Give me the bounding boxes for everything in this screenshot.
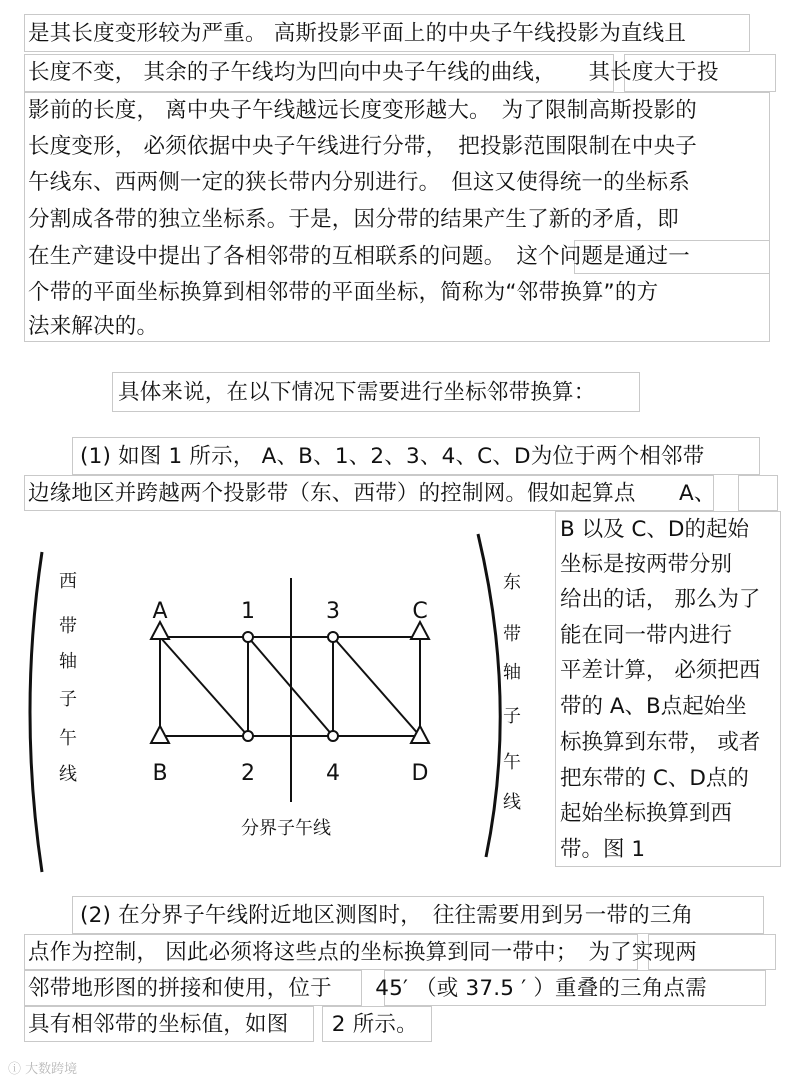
para1-line-5: 午线东、西两侧一定的狭长带内分别进行。 但这又使得统一的坐标系 [28,170,690,195]
point-label-4: 4 [326,761,340,786]
case1-side-line-6: 带的 A、B点起始坐 [560,694,747,719]
east-meridian-curve [478,534,500,857]
point-label-C: C [412,599,428,624]
case1-line-2: 边缘地区并跨越两个投影带（东、西带）的控制网。假如起算点 A、 [28,481,716,506]
watermark [8,1058,77,1077]
point-C-triangle [411,622,429,639]
case2-line-4: 具有相邻带的坐标值，如图 2 所示。 [28,1012,418,1037]
west-label-char: 带 [59,616,77,637]
case1-side-line-2: 坐标是按两带分别 [560,552,733,577]
para1-line-6: 分割成各带的独立坐标系。于是，因分带的结果产生了新的矛盾，即 [28,207,680,232]
point-2-circle [243,731,253,741]
east-label-char: 线 [503,792,521,813]
case1-side-line-3: 给出的话， 那么为了 [560,587,761,612]
case2-line-3: 邻带地形图的拼接和使用，位于 45′ （或 37.5 ′ ）重叠的三角点需 [28,976,707,1001]
west-meridian-curve [30,552,42,872]
point-label-3: 3 [326,599,340,624]
case1-side-line-10: 带。图 1 [560,837,646,862]
west-label-char: 子 [59,689,77,710]
west-label-char: 轴 [59,651,77,672]
case2-line-2: 点作为控制， 因此必须将这些点的坐标换算到同一带中； 为了实现两 [28,940,697,965]
point-label-1: 1 [241,599,255,624]
west-label-char: 西 [59,571,77,592]
point-label-D: D [411,761,429,786]
point-B-triangle [151,726,169,743]
point-label-B: B [152,761,168,786]
para1-line-9: 法来解决的。 [28,314,159,339]
para1-line-7: 在生产建设中提出了各相邻带的互相联系的问题。 这个问题是通过一 [28,244,690,269]
east-label-char: 子 [503,706,521,727]
case1-side-line-1: B 以及 C、D的起始 [560,517,749,542]
case1-side-line-7: 标换算到东带， 或者 [560,730,761,755]
boundary-meridian-label: 分界子午线 [241,818,331,839]
watermark-logo-icon: ⓘ [8,1062,26,1077]
case1-side-line-9: 起始坐标换算到西 [560,801,733,826]
case1-side-line-4: 能在同一带内进行 [560,623,733,648]
case2-line-1: (2) 在分界子午线附近地区测图时， 往往需要用到另一带的三角 [80,903,694,928]
para1-line-1: 是其长度变形较为严重。 高斯投影平面上的中央子午线投影为直线且 [28,21,687,46]
case1-side-line-5: 平差计算， 必须把西 [560,658,761,683]
case1-line-1: (1) 如图 1 所示， A、B、1、2、3、4、C、D为位于两个相邻带 [80,444,705,469]
east-label-char: 东 [503,572,521,593]
case1-side-line-8: 把东带的 C、D点的 [560,766,749,791]
point-1-circle [243,632,253,642]
figure-1-control-network [20,512,555,892]
east-label-char: 带 [503,624,521,645]
point-label-A: A [152,599,168,624]
west-label-char: 午 [59,728,77,749]
point-A-triangle [151,622,169,639]
west-label-char: 线 [59,764,77,785]
para1-line-8: 个带的平面坐标换算到相邻带的平面坐标，简称为“邻带换算”的方 [28,280,659,305]
point-3-circle [328,632,338,642]
para1-line-4: 长度变形， 必须依据中央子午线进行分带， 把投影范围限制在中央子 [28,134,697,159]
point-label-2: 2 [241,761,255,786]
watermark-text: 大数跨境 [25,1062,78,1077]
point-4-circle [328,731,338,741]
text-box [738,475,778,511]
section-heading: 具体来说，在以下情况下需要进行坐标邻带换算： [118,380,596,405]
para1-line-3: 影前的长度， 离中央子午线越远长度变形越大。 为了限制高斯投影的 [28,98,697,123]
para1-line-2: 长度不变， 其余的子午线均为凹向中央子午线的曲线， 其长度大于投 [28,60,719,85]
east-label-char: 轴 [503,662,521,683]
east-label-char: 午 [503,752,521,773]
